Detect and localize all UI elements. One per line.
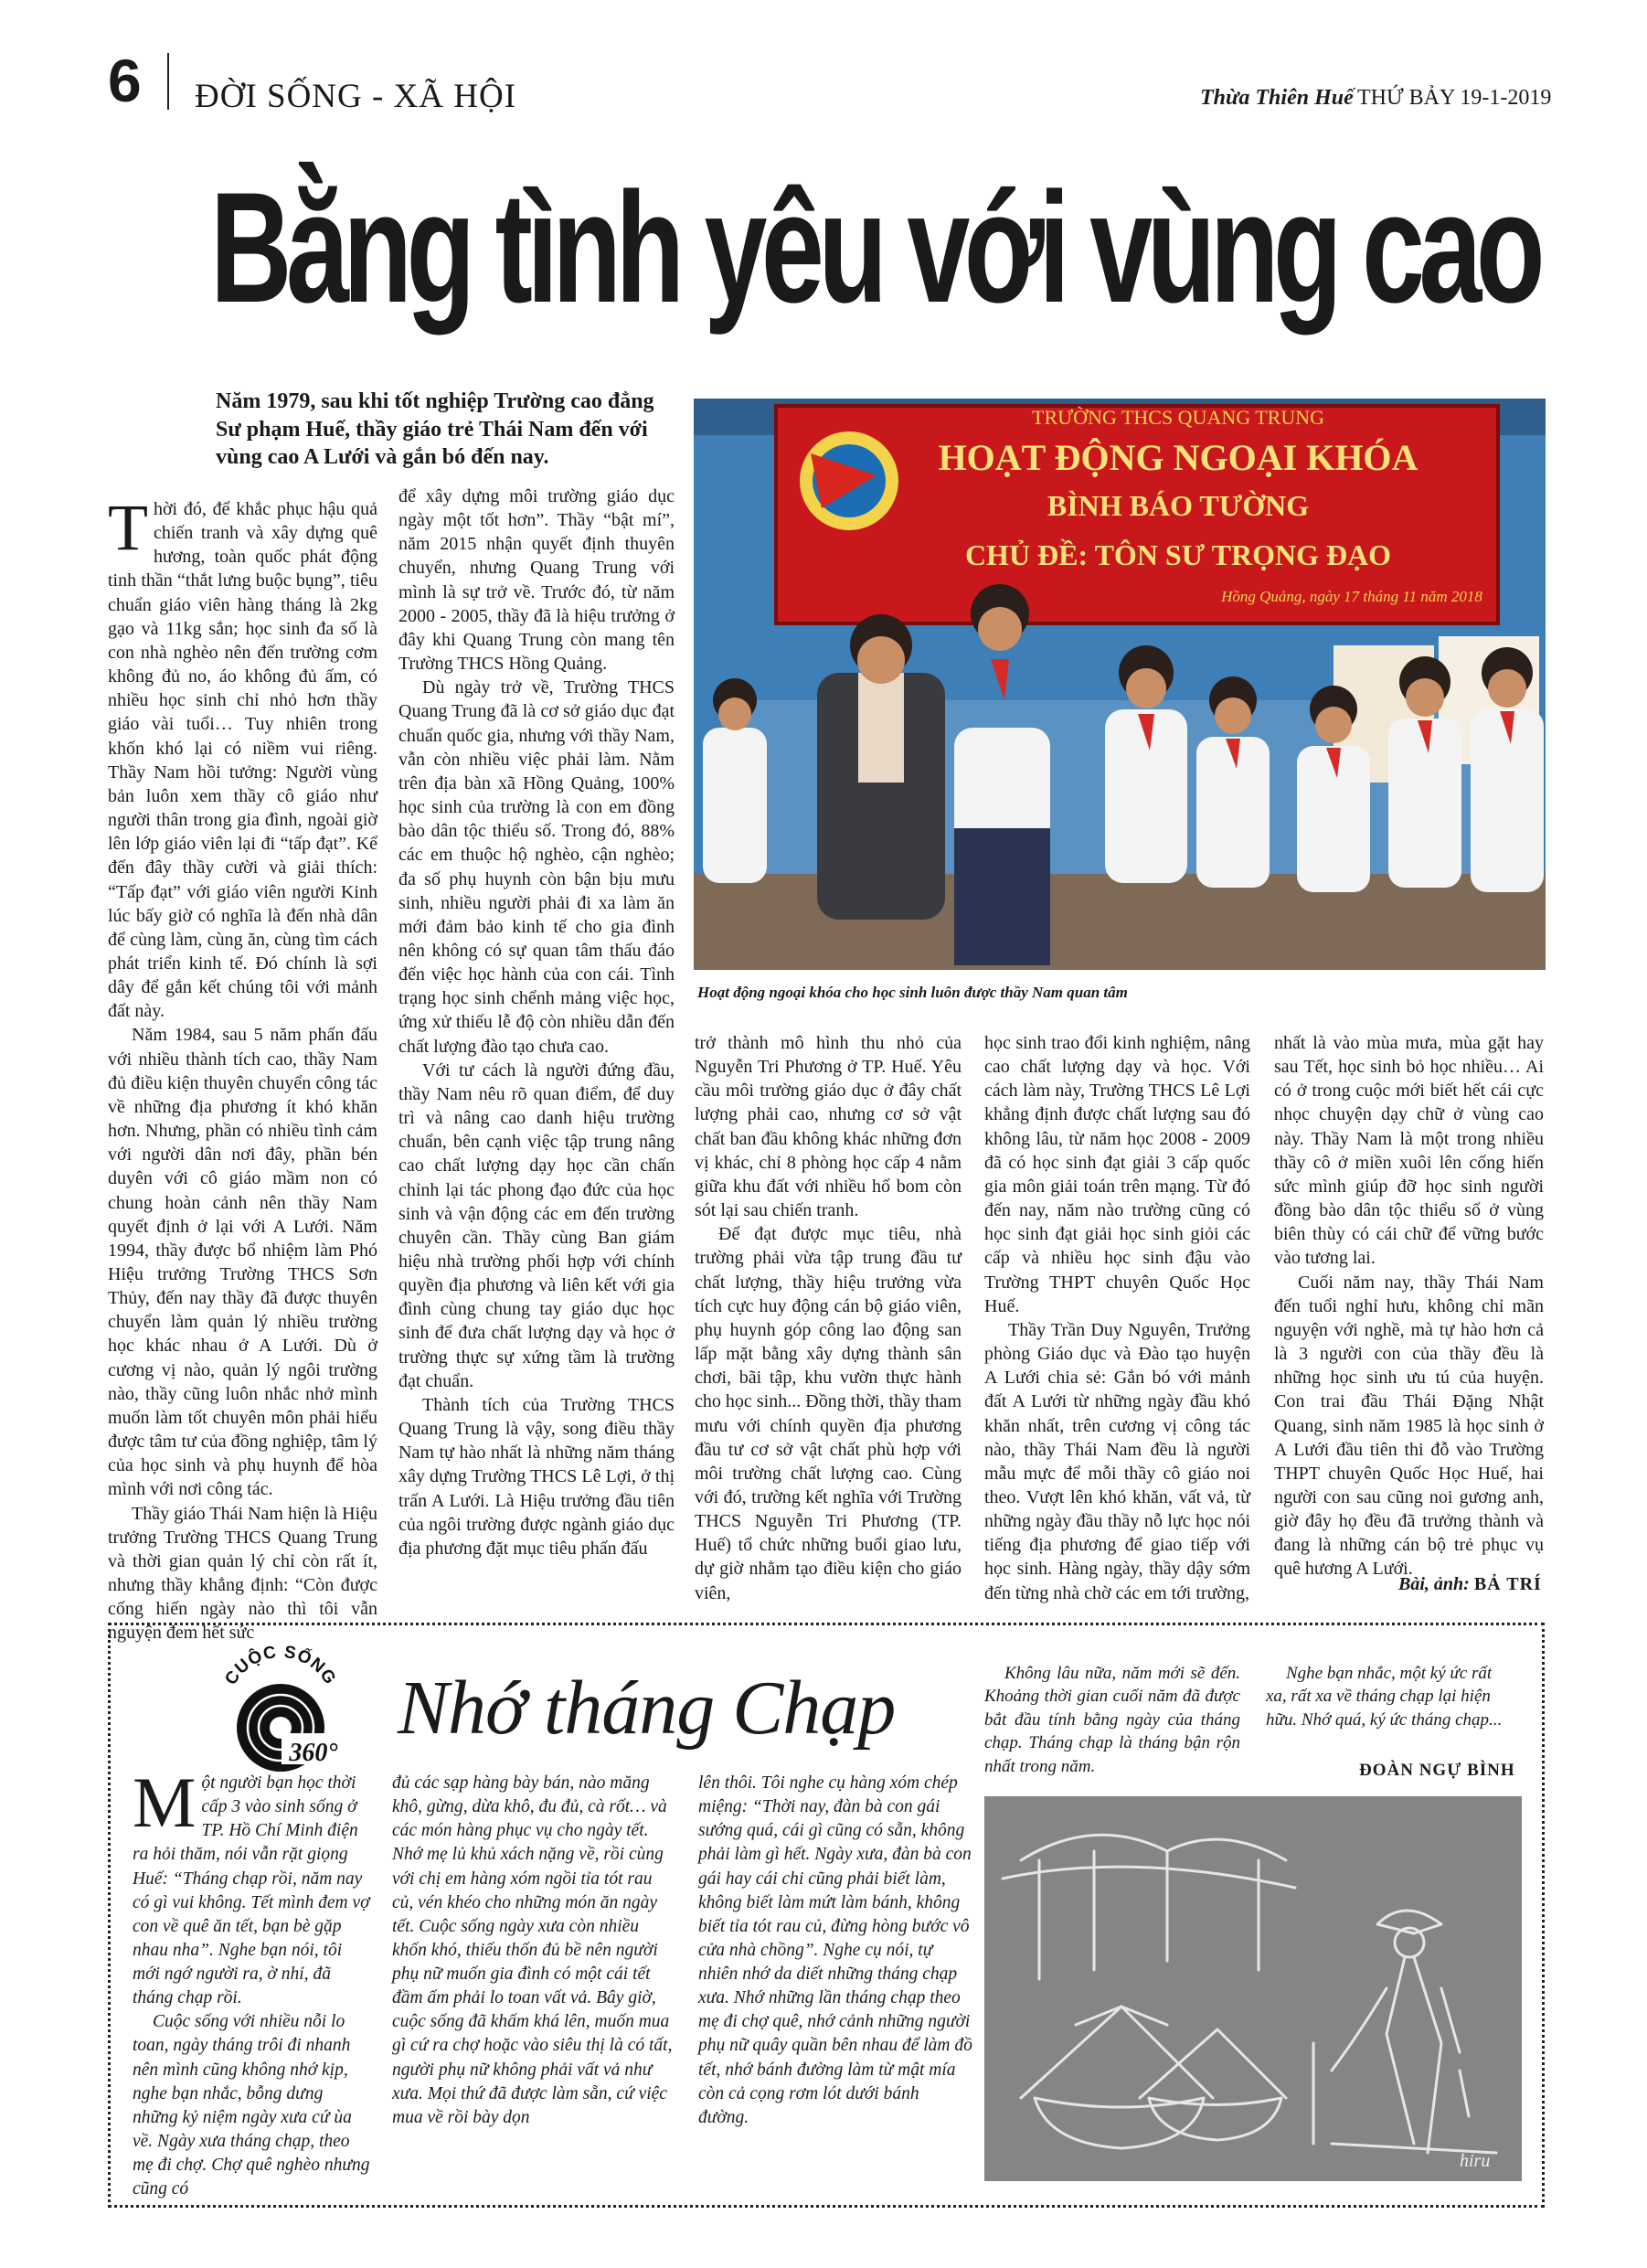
header-divider [167, 53, 169, 110]
feature-sidebar-text-1 [984, 1662, 1240, 1778]
paragraph: hời đó, để khắc phục hậu quả chiến tranh và xây dựng quê hương, toàn quốc phát động tinh thần “thắt lưng buộc bụng”, tiêu chuẩn giáo viên hàng tháng là 2kg gạo và 11kg sắn; học sinh đa số là con nhà nghèo nên đến trường cơm không đủ no, áo không đủ ấm, có nhiều học sinh chỉ nhỏ hơn thầy giáo vài tuổi… Tuy nhiên trong khốn khó lại có niềm vui riêng. Thầy Nam hồi tưởng: Người vùng bản luôn xem thầy cô giáo như người thân trong gia đình, ngoài giờ lên lớp giáo viên lại đi “tấp đạt”. Kể đến đây thầy cười và giải thích: “Tấp đạt” với giáo viên người Kinh lúc bấy giờ có nghĩa là đến nhà dân để cùng làm, cùng ăn, cùng tìm cách phát triển kinh tế. Đó chính là sợi dây để gắn kết chúng tôi với mảnh đất này. [108, 499, 377, 1022]
article-photo [694, 399, 1546, 970]
drop-cap: M [133, 1762, 197, 1842]
paragraph: Dù ngày trở về, Trường THCS Quang Trung đã là cơ sở giáo dục đạt chuẩn quốc gia, nhưng với thầy Nam, vẫn còn nhiều việc phải làm. Nằm trên địa bàn xã Hồng Quảng, 100% học sinh của trường là con em đồng bào dân tộc thiểu số. Trong đó, 88% các em thuộc hộ nghèo, cận nghèo; đa số phụ huynh còn bận bịu mưu sinh, nhiều người phải đi xa làm ăn mới đảm bảo kinh tế cho gia đình nên không có sự quan tâm thấu đáo đến việc học hành của con cái. Tình trạng học sinh chểnh mảng việc học, ứng xử thiếu lễ độ còn nhiều dẫn đến chất lượng đào tạo chưa cao. [398, 677, 675, 1057]
sketch-signature: hiru [1460, 2151, 1491, 2171]
paragraph: để xây dựng môi trường giáo dục ngày một tốt hơn”. Thầy “bật mí”, năm 2015 nhận quyết định thuyên chuyển, nhưng Quang Trung với mình là sự trở về. Trước đó, từ năm 2000 - 2005, thầy đã là hiệu trưởng ở đây khi Quang Trung còn mang tên Trường THCS Hồng Quảng. [398, 486, 675, 675]
paragraph: ột người bạn học thời cấp 3 vào sinh sống ở TP. Hồ Chí Minh điện ra hỏi thăm, nói vẫn rặt giọng Huế: “Tháng chạp rồi, năm nay có gì vui không. Tết mình đem vợ con về quê ăn tết, bạn bè gặp nhau nha”. Nghe bạn nói, tôi mới ngớ người ra, ờ nhỉ, đã tháng chạp rồi. [133, 1773, 370, 2008]
paragraph: Không lâu nữa, năm mới sẽ đến. Khoảng thời gian cuối năm đã được bắt đầu tính bằng ngày của tháng chạp. Tháng chạp là tháng bận rộn nhất trong năm. [984, 1664, 1240, 1776]
feature-column-1 [133, 1762, 370, 2201]
banner-school: TRƯỜNG THCS QUANG TRUNG [1032, 406, 1324, 429]
paragraph: Với tư cách là người đứng đầu, thầy Nam nêu rõ quan điểm, để duy trì và nâng cao danh hiệu trường chuẩn, bên cạnh việc tập trung nâng cao chất lượng dạy học cần chấn chỉnh lại tác phong đạo đức của học sinh và vận động các em đến trường chuyên cần. Thầy cùng Ban giám hiệu nhà trường phối hợp với chính quyền địa phương và liên kết với gia đình cùng chung tay giáo dục học sinh để đưa chất lượng dạy và học ở trường thực sự xứng tầm là trường đạt chuẩn. [398, 1059, 675, 1391]
paragraph: Nghe bạn nhắc, một ký ức rất xa, rất xa về tháng chạp lại hiện hữu. Nhớ quá, ký ức tháng chạp... [1266, 1664, 1503, 1730]
feature-author: ĐOÀN NGỰ BÌNH [1359, 1761, 1515, 1780]
page-number: 6 [108, 47, 142, 114]
paragraph: Thành tích của Trường THCS Quang Trung là vậy, song điều thầy Nam tự hào nhất là những năm tháng xây dựng Trường THCS Lê Lợi, ở thị trấn A Lưới. Là Hiệu trưởng đầu tiên của ngôi trường được ngành giáo dục địa phương đặt mục tiêu phấn đấu [398, 1394, 675, 1559]
article-column-4 [984, 1031, 1250, 1605]
drop-cap: T [108, 491, 148, 564]
svg-text:CUỘC SỐNG [221, 1645, 339, 1688]
paragraph: Cuộc sống với nhiều nỗi lo toan, ngày tháng trôi đi nhanh nên mình cũng không nhớ kịp, nghe bạn nhắc, bỗng dưng những kỷ niệm ngày xưa cứ ùa về. Ngày xưa tháng chạp, theo mẹ đi chợ. Chợ quê nghèo nhưng cũng có [133, 2012, 370, 2199]
publication-name: Thừa Thiên Huế [1200, 86, 1354, 110]
banner-theme: CHỦ ĐỀ: TÔN SƯ TRỌNG ĐẠO [964, 538, 1392, 571]
banner-date: Hồng Quảng, ngày 17 tháng 11 năm 2018 [1221, 588, 1482, 605]
byline-label: Bài, ảnh: [1398, 1574, 1470, 1594]
feature-sidebar-text-2 [1266, 1662, 1513, 1731]
paragraph: Để đạt được mục tiêu, nhà trường phải vừa tập trung đầu tư chất lượng, thầy hiệu trưởng vừa tích cực huy động cán bộ giáo viên, phụ huynh góp công lao động san lấp mặt bằng xây dựng thành sân chơi, bãi tập, khu vườn thực hành cho học sinh... Đồng thời, thầy tham mưu với chính quyền địa phương đầu tư cơ sở vật chất phù hợp với môi trường chất lượng cao. Cùng với đó, trường kết nghĩa với Trường THCS Nguyễn Tri Phương (TP. Huế) tổ chức những buổi giao lưu, dự giờ nhằm tạo điều kiện cho giáo viên, [695, 1224, 962, 1603]
photo-caption: Hoạt động ngoại khóa cho học sinh luôn được thầy Nam quan tâm [697, 984, 1128, 1001]
feature-title: Nhớ tháng Chạp [398, 1666, 896, 1751]
feature-column-3 [698, 1772, 972, 2130]
logo-text: CUỘC SỐNG [221, 1645, 340, 1689]
paragraph: Thầy giáo Thái Nam hiện là Hiệu trưởng Trường THCS Quang Trung và thời gian quản lý chỉ còn rất ít, nhưng thầy khẳng định: “Còn được cống hiến ngày nào thì tôi vẫn nguyện đem hết sức [108, 1503, 377, 1644]
article-byline [1398, 1574, 1542, 1595]
paragraph: đủ các sạp hàng bày bán, nào măng khô, gừng, dừa khô, đu đủ, cà rốt… và các món hàng phục vụ cho ngày tết. Nhớ mẹ lủ khủ xách nặng về, rồi cùng với chị em hàng xóm ngồi tỉa tót rau củ, vén khéo cho những món ăn ngày tết. Cuộc sống ngày xưa còn nhiều khốn khó, thiếu thốn đủ bề nên người phụ nữ muốn gia đình có một cái tết đầm ấm phải lo toan vất vả. Bây giờ, cuộc sống đã khấm khá lên, muốn mua gì cứ ra chợ hoặc vào siêu thị là có tất, người phụ nữ không phải vất vả như xưa. Mọi thứ đã được làm sẵn, cứ việc mua về rồi bày dọn [392, 1773, 673, 2127]
logo-number: 360° [289, 1739, 338, 1767]
feature-column-2 [392, 1772, 674, 2130]
cuoc-song-logo [212, 1645, 349, 1787]
headline: Bằng tình yêu với vùng cao [210, 160, 1540, 335]
section-title: ĐỜI SỐNG - XÃ HỘI [195, 78, 517, 115]
paragraph: trở thành mô hình thu nhỏ của Nguyễn Tri Phương ở TP. Huế. Yêu cầu môi trường giáo dục ở đây chất lượng phải cao, nhưng cơ sở vật chất ban đầu không khác những đơn vị khác, chỉ 8 phòng học cấp 4 nằm giữa khu đất với nhiều hố bom còn sót lại sau chiến tranh. [695, 1033, 962, 1221]
article-column-5 [1274, 1031, 1544, 1581]
banner-title: HOẠT ĐỘNG NGOẠI KHÓA [938, 437, 1419, 478]
paragraph: Thầy Trần Duy Nguyên, Trưởng phòng Giáo dục và Đào tạo huyện A Lưới chia sẻ: Gắn bó với mảnh đất A Lưới từ những ngày đầu khó khăn nhất, trên cương vị công tác nào, thầy Thái Nam đều là người mẫu mực để mỗi thầy cô giáo noi theo. Vượt lên khó khăn, vất vả, từ những ngày đầu thầy nỗ lực học nói tiếng địa phương để giao tiếp với học sinh. Hàng ngày, thầy dậy sớm đến từng nhà chờ các em tới trường, [984, 1319, 1250, 1603]
paragraph: lên thôi. Tôi nghe cụ hàng xóm chép miệng: “Thời nay, đàn bà con gái sướng quá, cái gì cũng có sẵn, không phải làm gì hết. Ngày xưa, đàn bà con gái hay cái chi cũng phải biết làm, không biết làm mứt làm bánh, không biết tỉa tót rau củ, đừng hòng bước vô cửa nhà chồng”. Nghe cụ nói, tự nhiên nhớ da diết những tháng chạp xưa. Nhớ những lần tháng chạp theo mẹ đi chợ quê, nhớ cảnh những người phụ nữ quây quần bên nhau để làm đồ tết, nhớ bánh đường làm từ mật mía còn cả cọng rơm lót dưới bánh đường. [698, 1773, 972, 2127]
byline-author: BẢ TRÍ [1473, 1574, 1542, 1594]
article-column-3 [695, 1031, 962, 1605]
publication-date: THỨ BẢY 19-1-2019 [1357, 86, 1552, 110]
article-column-2 [398, 484, 675, 1560]
banner-subtitle: BÌNH BÁO TƯỜNG [1047, 489, 1310, 522]
article-lead: Năm 1979, sau khi tốt nghiệp Trường cao đẳng Sư phạm Huế, thầy giáo trẻ Thái Nam đến với vùng cao A Lưới và gắn bó đến nay. [216, 389, 654, 470]
paragraph: Cuối năm nay, thầy Thái Nam đến tuổi nghỉ hưu, không chỉ mãn nguyện với nghề, mà tự hào hơn cả là 3 người con của thầy đều là những học sinh ưu tú của huyện. Con trai đầu Thái Đặng Nhật Quang, sinh năm 1985 là học sinh ở A Lưới đầu tiên thi đỗ vào Trường THPT chuyên Quốc Học Huế, hai người con sau cũng noi gương anh, giờ đây họ đều đã trưởng thành và đang là những cán bộ trẻ phục vụ quê hương A Lưới. [1274, 1272, 1544, 1580]
paragraph: học sinh trao đổi kinh nghiệm, nâng cao chất lượng dạy và học. Với cách làm này, Trường THCS Lê Lợi khẳng định được chất lượng sau đó không lâu, từ năm học 2008 - 2009 đã có học sinh đạt giải 3 cấp quốc gia môn giải toán trên mạng. Từ đó đến nay, năm nào trường cũng có học sinh đạt giải học sinh giỏi các cấp và nhiều học sinh đậu vào Trường THPT chuyên Quốc Học Huế. [984, 1033, 1250, 1316]
paragraph: nhất là vào mùa mưa, mùa gặt hay sau Tết, học sinh bỏ học nhiều… Ai có ở trong cuộc mới biết hết cái cực nhọc chuyện dạy chữ ở vùng cao này. Thầy Nam là một trong nhiều thầy cô ở miền xuôi lên cống hiến sức mình giúp đỡ học sinh người đồng bào dân tộc thiểu số ở vùng biên thùy có cái chữ để vững bước vào tương lai. [1274, 1033, 1544, 1269]
paragraph: Năm 1984, sau 5 năm phấn đấu với nhiều thành tích cao, thầy Nam đủ điều kiện thuyên chuyển công tác về những địa phương ít khó khăn hơn. Nhưng, phần có nhiều tình cảm với người dân nơi đây, phần bén duyên với cô giáo mầm non có chung hoàn cảnh nên thầy Nam quyết định ở lại với A Lưới. Năm 1994, thầy được bổ nhiệm làm Phó Hiệu trưởng Trường THCS Sơn Thủy, đến nay thầy đã được thuyên chuyển làm quản lý nhiều trường học khác nhau ở A Lưới. Dù ở cương vị nào, quản lý ngôi trường nào, thầy cũng luôn nhắc nhở mình muốn làm tốt chuyên môn phải hiểu được tâm tư của đồng nghiệp, tâm lý của học sinh và phụ huynh để hòa mình với nơi công tác. [108, 1025, 377, 1500]
feature-sketch-illustration [984, 1796, 1522, 2181]
article-column-1 [108, 491, 377, 1645]
